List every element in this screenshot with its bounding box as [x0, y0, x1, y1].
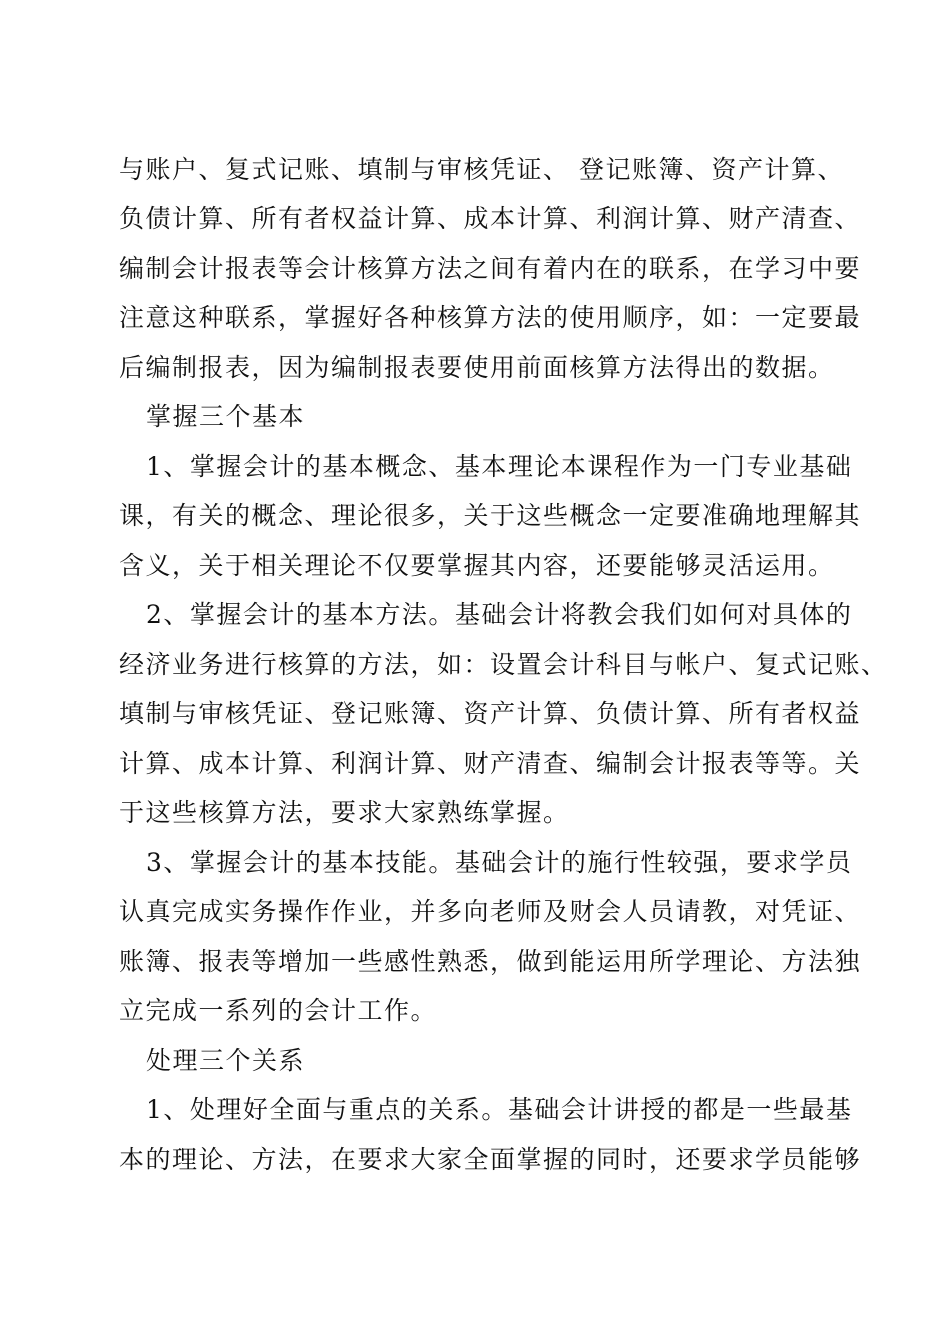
text-line: 填制与审核凭证、登记账簿、资产计算、负债计算、所有者权益	[119, 699, 862, 728]
text-line: 后编制报表，因为编制报表要使用前面核算方法得出的数据。	[119, 353, 835, 382]
text-line: 认真完成实务操作作业，并多向老师及财会人员请教，对凭证、	[119, 897, 862, 926]
text-line: 本的理论、方法，在要求大家全面掌握的同时，还要求学员能够	[119, 1145, 862, 1174]
paragraph-start: 1、掌握会计的基本概念、基本理论本课程作为一门专业基础	[146, 452, 853, 481]
section-heading: 处理三个关系	[146, 1046, 306, 1075]
text-line: 经济业务进行核算的方法，如：设置会计科目与帐户、复式记账、	[119, 650, 888, 679]
text-line: 含义，关于相关理论不仅要掌握其内容，还要能够灵活运用。	[119, 551, 835, 580]
text-line: 立完成一系列的会计工作。	[119, 996, 438, 1025]
paragraph-start: 2、掌握会计的基本方法。基础会计将教会我们如何对具体的	[146, 600, 853, 629]
text-line: 负债计算、所有者权益计算、成本计算、利润计算、财产清查、	[119, 204, 862, 233]
text-line: 于这些核算方法，要求大家熟练掌握。	[119, 798, 570, 827]
text-line: 计算、成本计算、利润计算、财产清查、编制会计报表等等。关	[119, 749, 862, 778]
paragraph-start: 3、掌握会计的基本技能。基础会计的施行性较强，要求学员	[146, 848, 853, 877]
text-line: 注意这种联系，掌握好各种核算方法的使用顺序，如：一定要最	[119, 303, 862, 332]
text-line: 账簿、报表等增加一些感性熟悉，做到能运用所学理论、方法独	[119, 947, 862, 976]
section-heading: 掌握三个基本	[146, 402, 306, 431]
paragraph-start: 1、处理好全面与重点的关系。基础会计讲授的都是一些最基	[146, 1095, 853, 1124]
text-line: 编制会计报表等会计核算方法之间有着内在的联系，在学习中要	[119, 254, 862, 283]
text-line: 与账户、复式记账、填制与审核凭证、 登记账簿、资产计算、	[119, 155, 844, 184]
text-line: 课，有关的概念、理论很多，关于这些概念一定要准确地理解其	[119, 501, 862, 530]
